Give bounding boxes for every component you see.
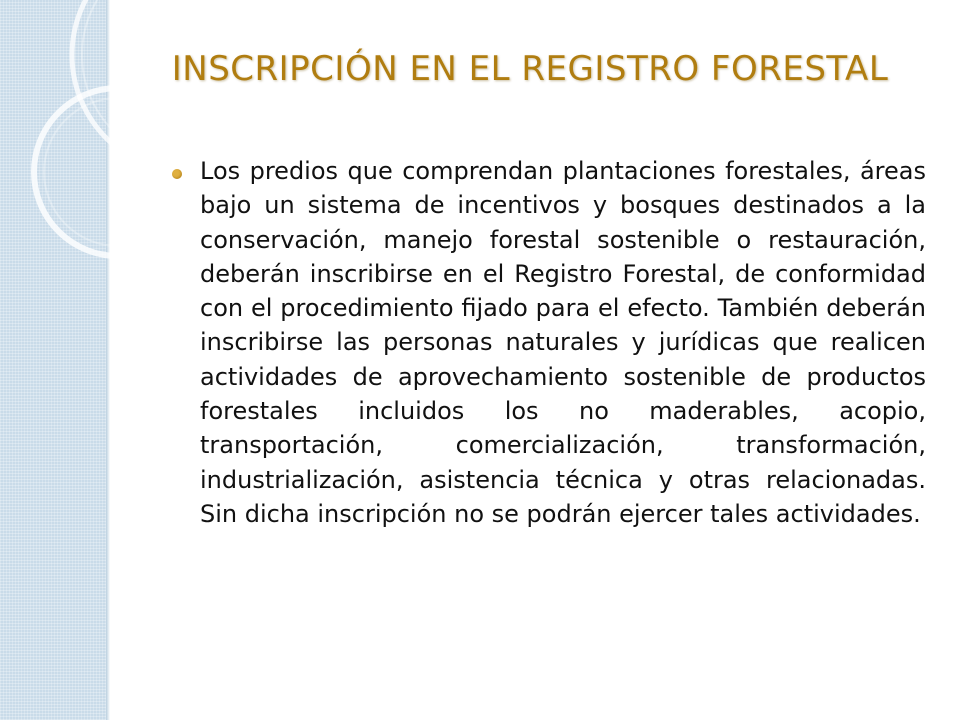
bullet-text: Los predios que comprendan plantaciones forestales, áreas bajo un sistema de incentivos y bosques destinados a la conservación, manejo forestal sostenible o restauración, deberán inscribirse en el Registro Forestal, de conformidad con el procedimiento fijado para el efecto. También deberán inscribirse las personas naturales y jurídicas que realicen actividades de aprovechamiento sostenible de productos forestales incluidos los no maderables, acopio, transportación, comercialización, transformación, industrialización, asistencia técnica y otras relacionadas. Sin dicha inscripción no se podrán ejercer tales actividades. <box>200 157 926 528</box>
slide-title: INSCRIPCIÓN EN EL REGISTRO FORESTAL <box>171 49 889 89</box>
bullet-icon <box>172 169 182 179</box>
bullet-list <box>162 154 926 531</box>
